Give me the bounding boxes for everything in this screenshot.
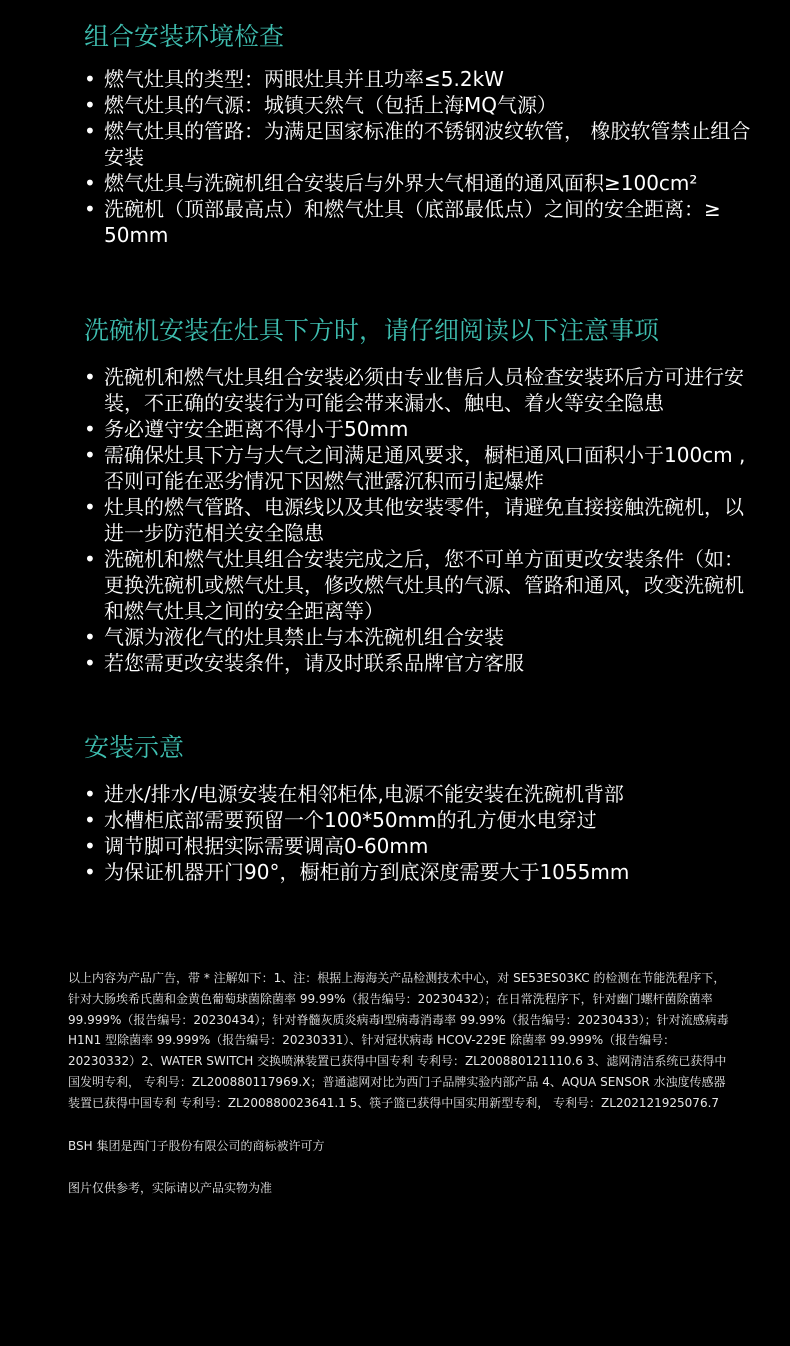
- list-item: • 水槽柜底部需要预留一个100*50mm的孔方便水电穿过: [84, 807, 760, 833]
- list-item: • 燃气灶具的类型：两眼灶具并且功率≤5.2kW: [84, 66, 760, 92]
- list-item: • 进水/排水/电源安装在相邻柜体,电源不能安装在洗碗机背部: [84, 781, 760, 807]
- trademark-text: BSH 集团是西门子股份有限公司的商标被许可方: [68, 1138, 325, 1153]
- section-title: 组合安装环境检查: [84, 22, 285, 51]
- list-item: • 洗碗机和燃气灶具组合安装必须由专业售后人员检查安装环后方可进行安装，不正确的安装行为可能会带来漏水、触电、着火等安全隐患: [84, 364, 760, 416]
- disclaimer-text: 以上内容为产品广告，带 * 注解如下：1、注：根据上海海关产品检测技术中心，对 SE53ES03KC 的检测在节能洗程序下，针对大肠埃希氏菌和金黄色葡萄球菌除菌率 99.99%（报告编号：20230432）；在日常洗程序下，针对幽门螺杆菌除菌率 99.999%（报告编号：20230434）；针对脊髓灰质炎病毒I型病毒消毒率 99.99%（报告编号：20230433）；针对流感病毒 H1N1 型除菌率 99.999%（报告编号：20230331）、针对冠状病毒 HCOV-229E 除菌率 99.999%（报告编号：20230332）2、WATER SWITCH 交换喷淋装置已获得中国专利 专利号：ZL200880121110.6 3、滤网清洁系统已获得中国发明专利， 专利号：ZL200880117969.X；普通滤网对比为西门子品牌实验内部产品 4、AQUA SENSOR 水浊度传感器装置已获得中国专利 专利号：ZL200880023641.1 5、筷子篮已获得中国实用新型专利， 专利号：ZL202121925076.7: [68, 971, 729, 1110]
- image-notice-text: 图片仅供参考，实际请以产品实物为准: [68, 1181, 273, 1196]
- footnotes: [68, 968, 734, 1199]
- section-safety-notes: [84, 314, 760, 676]
- list-item: • 若您需更改安装条件，请及时联系品牌官方客服: [84, 650, 760, 676]
- section-environment-check: [84, 20, 760, 248]
- section-title: 安装示意: [84, 733, 185, 762]
- list-item: • 气源为液化气的灶具禁止与本洗碗机组合安装: [84, 624, 760, 650]
- bullet-list: [84, 781, 760, 885]
- list-item: • 洗碗机和燃气灶具组合安装完成之后，您不可单方面更改安装条件（如：更换洗碗机或燃气灶具，修改燃气灶具的气源、管路和通风，改变洗碗机和燃气灶具之间的安全距离等）: [84, 546, 760, 624]
- list-item: • 洗碗机（顶部最高点）和燃气灶具（底部最低点）之间的安全距离：≥ 50mm: [84, 196, 760, 248]
- list-item: • 燃气灶具与洗碗机组合安装后与外界大气相通的通风面积≥100cm²: [84, 170, 760, 196]
- list-item: • 为保证机器开门90°，橱柜前方到底深度需要大于1055mm: [84, 859, 760, 885]
- list-item: • 灶具的燃气管路、电源线以及其他安装零件，请避免直接接触洗碗机，以进一步防范相关安全隐患: [84, 494, 760, 546]
- section-installation-diagram: [84, 731, 760, 885]
- bullet-list: [84, 364, 760, 676]
- list-item: • 务必遵守安全距离不得小于50mm: [84, 416, 760, 442]
- list-item: • 燃气灶具的气源：城镇天然气（包括上海MQ气源）: [84, 92, 760, 118]
- list-item: • 调节脚可根据实际需要调高0-60mm: [84, 833, 760, 859]
- list-item: • 需确保灶具下方与大气之间满足通风要求，橱柜通风口面积小于100cm ,否则可能在恶劣情况下因燃气泄露沉积而引起爆炸: [84, 442, 760, 494]
- section-title: 洗碗机安装在灶具下方时，请仔细阅读以下注意事项: [84, 316, 660, 345]
- bullet-list: [84, 66, 760, 248]
- list-item: • 燃气灶具的管路：为满足国家标准的不锈钢波纹软管， 橡胶软管禁止组合安装: [84, 118, 760, 170]
